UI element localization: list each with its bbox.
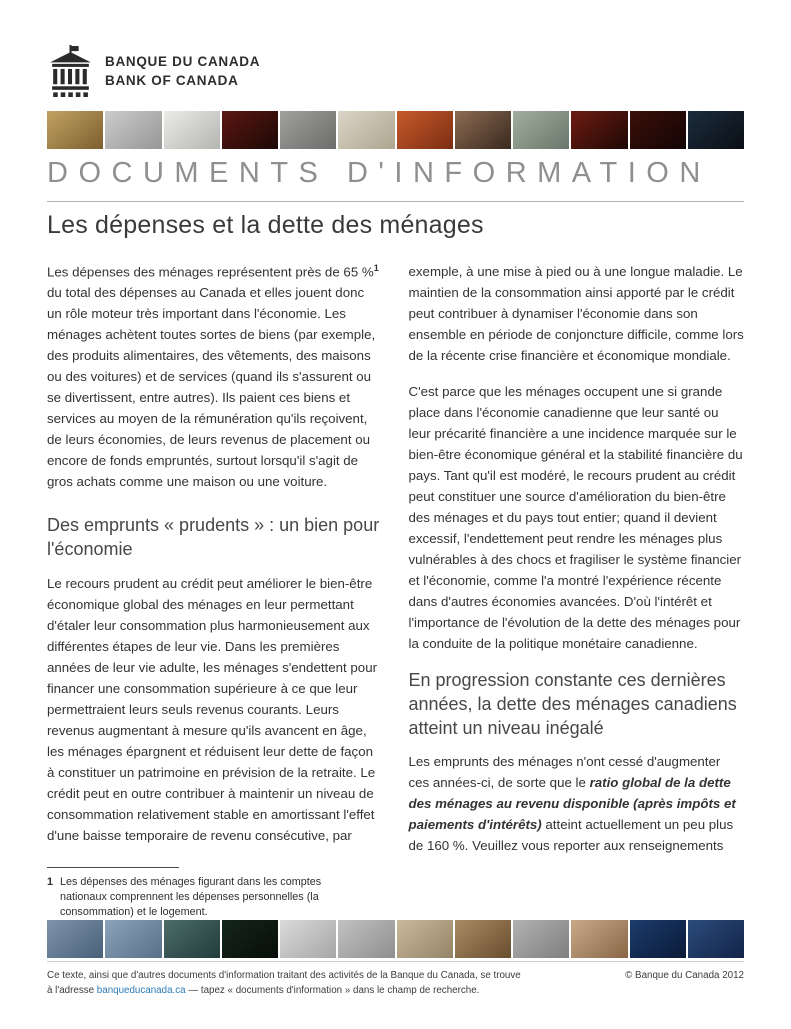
photo-white-building [280, 920, 336, 958]
photo-ledger-paper [338, 111, 394, 149]
title-rule [47, 201, 744, 202]
photo-gray-banknotes [280, 111, 336, 149]
photo-keyboard-blue [105, 920, 161, 958]
photo-red-figures-dark [222, 111, 278, 149]
photo-calculator-gray [513, 920, 569, 958]
photo-piggy-bank [164, 111, 220, 149]
footnote-rule [47, 867, 179, 868]
paragraph-importance: C'est parce que les ménages occupent une si grande place dans l'économie canadienne que leur santé ou leur précarité financière a une incidence marquée sur le bien-être économique général et la stabilité financière du pays. Tant qu'il est modéré, le recours prudent au crédit peut constituer une source d'amélioration du bien-être des ménages et du pays tout entier; quand il devient excessif, l'endettement peut rendre les ménages plus vulnérables à des chocs et fragiliser le système financier et l'économie, comme l'a montré l'expérience récente dans d'autres économies avancées. D'où l'intérêt et l'importance de l'évolution de la dette des ménages pour la conduite de la politique monétaire canadienne. [408, 384, 743, 651]
paragraph-intro [47, 261, 383, 492]
footnote-reference: 1 [373, 263, 379, 273]
photo-hands-typing-blue [47, 920, 103, 958]
section-heading-progression: En progression constante ces dernières années, la dette des ménages canadiens atteint un niveau inégalé [408, 670, 737, 738]
bank-building-icon [47, 45, 94, 98]
photo-gold-coins [47, 111, 103, 149]
logo-line-en: BANK OF CANADA [105, 72, 239, 88]
photo-strip-bottom [47, 920, 744, 958]
footer-line2-post: — tapez « documents d'information » dans le champ de recherche. [185, 984, 480, 996]
section-heading-emprunts-prudents: Des emprunts « prudents » : un bien pour l'économie [47, 515, 380, 560]
photo-orange-cups [397, 111, 453, 149]
photo-blue-abstract [688, 920, 744, 958]
photo-coins-pens-teal [164, 920, 220, 958]
paragraph-ratio [409, 751, 745, 856]
footer-note [47, 969, 521, 998]
page-footer [47, 962, 744, 1028]
photo-portrait-woman [455, 111, 511, 149]
logo-line-fr: BANQUE DU CANADA [105, 53, 261, 69]
series-title: DOCUMENTS D'INFORMATION [47, 157, 711, 189]
photo-digital-clock-display [630, 111, 686, 149]
photo-beige-house [397, 920, 453, 958]
copyright: © Banque du Canada 2012 [625, 970, 744, 982]
bank-of-canada-logo [47, 45, 744, 98]
photo-green-chart-dark [222, 920, 278, 958]
paragraph-text: atteint actuellement un peu plus de 160 %. Veuillez vous reporter aux renseignements [408, 817, 734, 854]
article-title: Les dépenses et la dette des ménages [47, 211, 484, 239]
article-body [47, 261, 744, 920]
photo-strip-top [47, 111, 744, 149]
paragraph-continuation: exemple, à une mise à pied ou à une longue maladie. Le maintien de la consommation ainsi apporté par le crédit peut contribuer à dynamiser l'économie dans son ensemble en période de conjoncture difficile, comme lors de la récente crise financière et économique mondiale. [408, 264, 744, 363]
photo-stone-columns [338, 920, 394, 958]
photo-red-led-numbers [571, 111, 627, 149]
footnote-number: 1 [47, 875, 54, 888]
left-column [47, 261, 383, 920]
photo-portrait-advisor [571, 920, 627, 958]
paragraph-text: du total des dépenses au Canada et elles jouent donc un rôle moteur très important dans l'économie. Les ménages achètent toutes sortes de biens (par exemple, des produits alimentaires, des vêtements, des maisons ou des voitures) et de services (quand ils s'assurent ou se divertissent, entre autres). Ils paient ces biens et services au moyen de la rémunération qu'ils reçoivent, de leurs économies, de leurs revenus de placement ou encore de fonds empruntés, surtout lorsqu'il s'agit de gros achats comme une maison ou une voiture. [47, 285, 376, 490]
paragraph-text: Les emprunts des ménages n'ont cessé d'augmenter ces années-ci, de sorte que le [408, 754, 721, 791]
photo-blue-digits [630, 920, 686, 958]
photo-keyboard-documents [105, 111, 161, 149]
paragraph-text: Les dépenses des ménages représentent près de 65 % [47, 264, 374, 280]
paragraph-credit: Le recours prudent au crédit peut améliorer le bien-être économique global des ménages en leur permettant d'étaler leur consommation plus harmonieusement aux différentes étapes de leur vie. Dans les premières années de leur vie adulte, les ménages s'endettent pour financer une consommation supérieure à ce que leur permettraient leurs seuls revenus courants. Leurs revenus augmentant à mesure qu'ils avancent en âge, les ménages épargnent et réduisent leur dette de façon à constituer un patrimoine en prévision de la retraite. Le crédit peut en outre contribuer à maintenir un niveau de consommation relativement stable en amortissant l'effet d'une baisse temporaire de revenu consécutive, par [47, 575, 378, 843]
footer-line1: Ce texte, ainsi que d'autres documents d'information traitant des activités de la Banque du Canada, se trouve [47, 970, 521, 982]
logo-wordmark [105, 53, 260, 91]
right-column [409, 261, 745, 920]
page-bottom [47, 920, 744, 1028]
photo-house-keys [455, 920, 511, 958]
ratio-emphasis: ratio global de la dette des ménages au revenu disponible (après impôts et paiements d'intérêts) [408, 775, 736, 833]
photo-stock-chart-dark [688, 111, 744, 149]
footnote-text: Les dépenses des ménages figurant dans les comptes nationaux comprennent les dépenses personnelles (la consommation) et le logement. [60, 875, 322, 919]
photo-hundred-dollar-bill [513, 111, 569, 149]
footnote [47, 861, 383, 920]
website-link[interactable]: banqueducanada.ca [96, 984, 186, 996]
masthead [47, 45, 744, 98]
footer-line2-pre: à l'adresse [47, 984, 97, 996]
